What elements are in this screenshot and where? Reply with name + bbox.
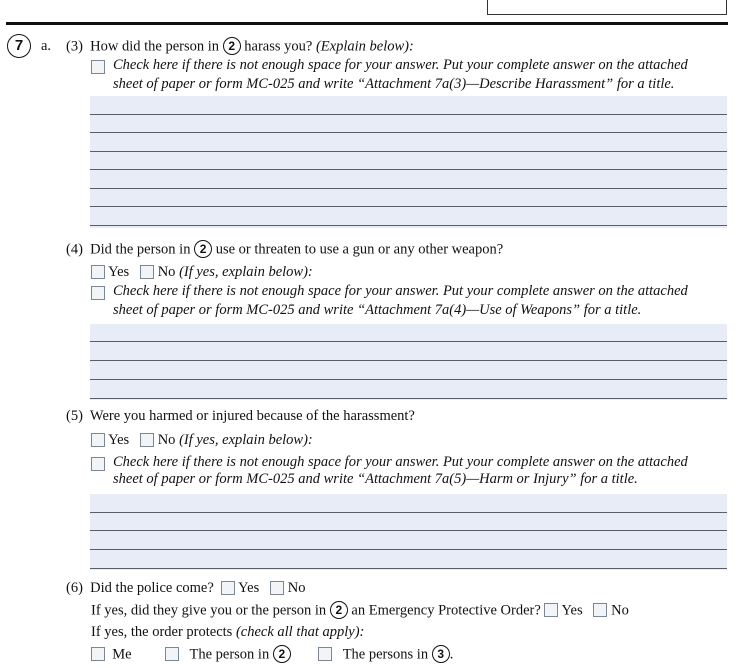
protects-me-label: Me <box>112 646 132 663</box>
q4-yes-label: Yes <box>108 264 130 280</box>
q5-number: (5) <box>66 408 83 424</box>
q4-text-after: use or threaten to use a gun or any other weapon? <box>215 241 504 258</box>
q6-epo-yes-checkbox[interactable] <box>544 603 558 617</box>
person-ref-badge: 2 <box>223 37 241 55</box>
section-number: 7 <box>7 35 31 59</box>
q5-options <box>91 432 313 449</box>
q5-no-checkbox[interactable] <box>140 433 154 447</box>
top-right-field-box <box>487 0 727 15</box>
q6-no-label: No <box>287 580 306 596</box>
q3-number: (3) <box>66 38 83 55</box>
q6-number: (6) <box>66 580 83 596</box>
q6-protects-options <box>91 646 453 664</box>
item-letter: a. <box>41 38 52 54</box>
q4-question <box>66 241 503 259</box>
protects-person-label: The person in <box>189 646 270 663</box>
protects-persons-period: . <box>449 646 454 663</box>
q5-no-label: No <box>157 432 176 448</box>
q5-note: (If yes, explain below): <box>179 432 313 448</box>
q4-note: (If yes, explain below): <box>179 264 313 280</box>
q4-options <box>91 264 313 281</box>
q3-answer-field[interactable] <box>90 96 727 228</box>
q5-overflow-checkbox[interactable] <box>91 457 105 471</box>
person-ref-badge: 2 <box>330 601 348 619</box>
q3-overflow-checkbox[interactable] <box>91 60 105 74</box>
q4-number: (4) <box>66 241 83 258</box>
q4-text-before: Did the person in <box>90 241 191 258</box>
protects-persons-label: The persons in <box>342 646 429 663</box>
q6-yes-checkbox[interactable] <box>221 581 235 595</box>
q6-no-checkbox[interactable] <box>270 581 284 595</box>
q4-overflow-line1: Check here if there is not enough space for your answer. Put your complete answer on the attached <box>113 283 688 299</box>
section-divider <box>6 22 728 25</box>
q4-overflow-line2: sheet of paper or form MC-025 and write “Attachment 7a(4)—Use of Weapons” for a title. <box>113 302 642 318</box>
q3-question <box>66 38 414 56</box>
q6-protects-line <box>91 624 364 641</box>
q4-answer-field[interactable] <box>90 324 727 400</box>
q6-epo-yes-label: Yes <box>561 602 583 619</box>
q5-overflow-line2: sheet of paper or form MC-025 and write “Attachment 7a(5)—Harm or Injury” for a title. <box>113 471 638 487</box>
q3-note: (Explain below): <box>315 38 414 55</box>
q6-protects-note: (check all that apply): <box>235 624 365 640</box>
q3-text-before: How did the person in <box>90 38 220 55</box>
q4-no-checkbox[interactable] <box>140 265 154 279</box>
q4-overflow-checkbox[interactable] <box>91 286 105 300</box>
q4-no-label: No <box>157 264 176 280</box>
person-ref-badge: 2 <box>194 240 212 258</box>
q5-overflow-line1: Check here if there is not enough space for your answer. Put your complete answer on the attached <box>113 454 688 470</box>
q5-yes-checkbox[interactable] <box>91 433 105 447</box>
q5-question <box>66 408 415 425</box>
protects-me-checkbox[interactable] <box>91 647 105 661</box>
persons-ref-badge: 3 <box>432 645 450 663</box>
q5-yes-label: Yes <box>108 432 130 448</box>
protects-person-checkbox[interactable] <box>165 647 179 661</box>
q6-epo-after: an Emergency Protective Order? <box>351 602 541 619</box>
q6-epo-no-label: No <box>611 602 629 619</box>
q4-yes-checkbox[interactable] <box>91 265 105 279</box>
q6-epo-question <box>91 602 629 620</box>
q3-overflow-line2: sheet of paper or form MC-025 and write “Attachment 7a(3)—Describe Harassment” for a title. <box>113 76 675 92</box>
q6-yes-label: Yes <box>238 580 260 596</box>
person-ref-badge: 2 <box>273 645 291 663</box>
q6-question <box>66 580 305 597</box>
q6-text: Did the police come? <box>90 580 214 596</box>
q6-epo-no-checkbox[interactable] <box>593 603 607 617</box>
q3-overflow-line1: Check here if there is not enough space for your answer. Put your complete answer on the attached <box>113 57 688 73</box>
protects-persons-checkbox[interactable] <box>318 647 332 661</box>
q6-protects-text: If yes, the order protects <box>91 624 233 640</box>
q5-text: Were you harmed or injured because of the harassment? <box>89 408 415 424</box>
q3-text-after: harass you? <box>244 38 313 55</box>
q6-epo-before: If yes, did they give you or the person in <box>91 602 327 619</box>
q5-answer-field[interactable] <box>90 494 727 570</box>
